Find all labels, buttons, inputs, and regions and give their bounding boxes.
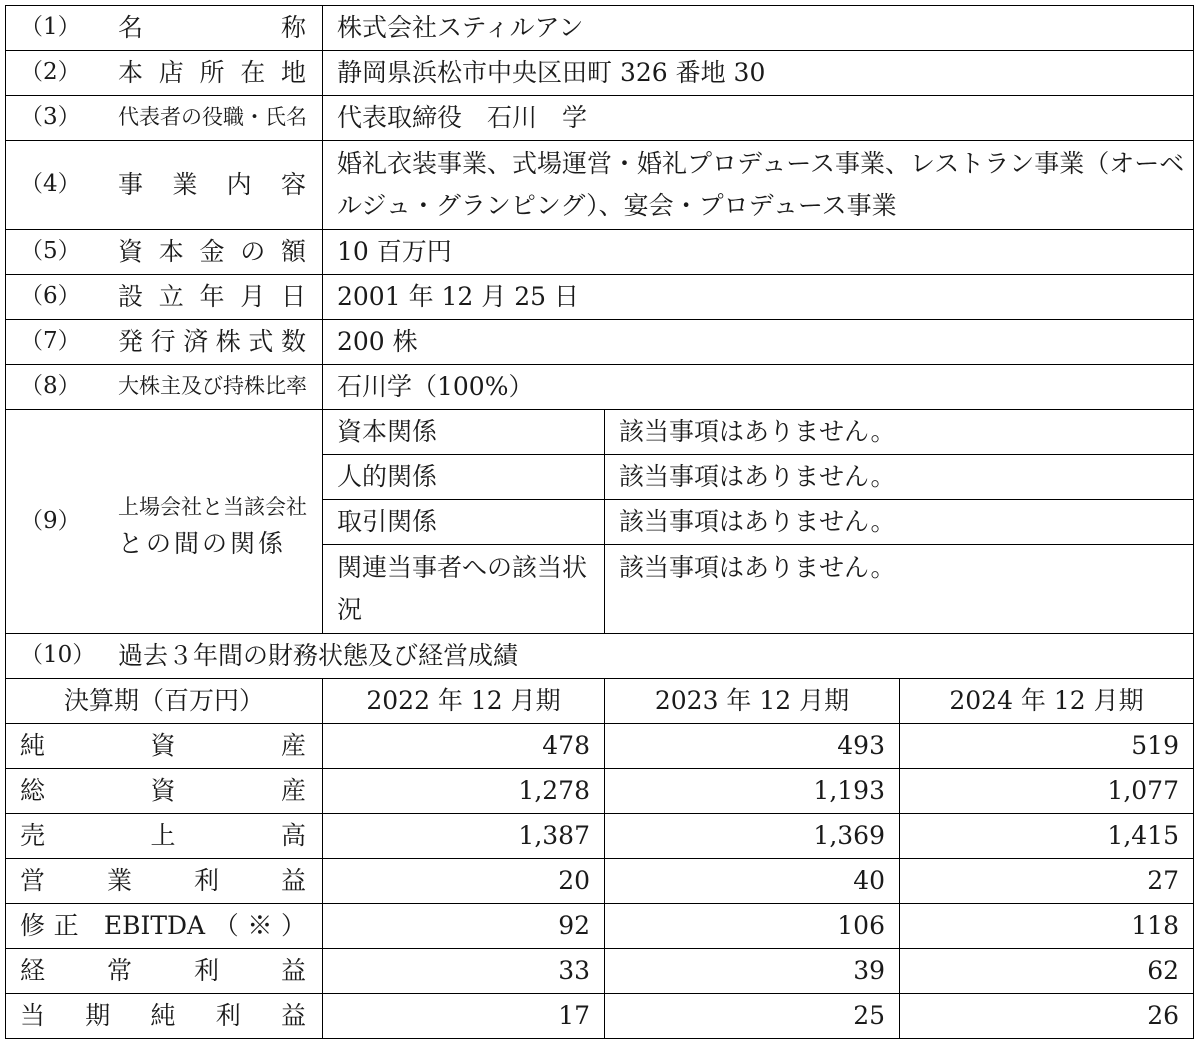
row-address <box>6 51 1194 96</box>
label-cell: （3） 代表者の役職・氏名 <box>6 96 323 141</box>
metric-value: 1,415 <box>900 814 1194 859</box>
field-value: 200 株 <box>323 320 1194 365</box>
field-value: 10 百万円 <box>323 230 1194 275</box>
field-label: 代表者の役職・氏名 <box>118 105 307 130</box>
metric-label: 総資産 <box>20 776 306 805</box>
field-value: 代表取締役 石川 学 <box>323 96 1194 141</box>
financials-row <box>6 814 1194 859</box>
metric-value: 478 <box>323 724 605 769</box>
metric-label: 営業利益 <box>20 866 306 895</box>
metric-value: 27 <box>900 859 1194 904</box>
field-label: 発行済株式数 <box>118 327 306 356</box>
metric-value: 493 <box>605 724 900 769</box>
relation-value: 該当事項はありません。 <box>605 545 1194 634</box>
financials-row <box>6 724 1194 769</box>
row-shareholders <box>6 365 1194 410</box>
metric-label: 純資産 <box>20 731 306 760</box>
financials-title-cell: （10） 過去３年間の財務状態及び経営成績 <box>6 634 1194 679</box>
label-cell: （4） 事業内容 <box>6 141 323 230</box>
relation-type: 人的関係 <box>323 455 605 500</box>
label-cell: （7） 発行済株式数 <box>6 320 323 365</box>
relation-label-line2: との間の関係 <box>118 528 287 558</box>
field-value: 株式会社スティルアン <box>323 6 1194 51</box>
metric-value: 25 <box>605 994 900 1039</box>
metric-value: 17 <box>323 994 605 1039</box>
relation-row <box>6 410 1194 455</box>
metric-value: 1,077 <box>900 769 1194 814</box>
row-business <box>6 141 1194 230</box>
period-header: 2024 年 12 月期 <box>900 679 1194 724</box>
relation-value: 該当事項はありません。 <box>605 455 1194 500</box>
metric-value: 62 <box>900 949 1194 994</box>
financials-row <box>6 859 1194 904</box>
financials-row <box>6 904 1194 949</box>
metric-label: 当期純利益 <box>20 1001 306 1030</box>
field-label: 大株主及び持株比率 <box>118 374 307 399</box>
label-cell: （2） 本店所在地 <box>6 51 323 96</box>
metric-label: 売上高 <box>20 821 306 850</box>
metric-value: 519 <box>900 724 1194 769</box>
field-value: 2001 年 12 月 25 日 <box>323 275 1194 320</box>
financials-row <box>6 994 1194 1039</box>
financials-header-row <box>6 679 1194 724</box>
row-representative <box>6 96 1194 141</box>
row-capital <box>6 230 1194 275</box>
company-overview-table <box>5 5 1194 1039</box>
metric-value: 33 <box>323 949 605 994</box>
label-cell: （1） 名称 <box>6 6 323 51</box>
metric-label: 経常利益 <box>20 956 306 985</box>
relation-value: 該当事項はありません。 <box>605 410 1194 455</box>
field-label: 資本金の額 <box>118 237 306 266</box>
period-header: 2022 年 12 月期 <box>323 679 605 724</box>
metric-value: 1,387 <box>323 814 605 859</box>
metric-value: 1,193 <box>605 769 900 814</box>
field-value: 石川学（100%） <box>323 365 1194 410</box>
relation-type: 関連当事者への該当状況 <box>323 545 605 634</box>
row-shares <box>6 320 1194 365</box>
metric-value: 92 <box>323 904 605 949</box>
field-label: 事業内容 <box>118 170 306 199</box>
relation-label-line1: 上場会社と当該会社 <box>118 494 307 519</box>
field-value: 婚礼衣装事業、式場運営・婚礼プロデュース事業、レストラン事業（オーベルジュ・グランピング）、宴会・プロデュース事業 <box>323 141 1194 230</box>
row-name <box>6 6 1194 51</box>
metric-value: 20 <box>323 859 605 904</box>
financials-title: 過去３年間の財務状態及び経営成績 <box>118 641 519 670</box>
metric-value: 1,369 <box>605 814 900 859</box>
period-header-label: 決算期（百万円） <box>6 679 323 724</box>
field-label: 名称 <box>118 13 306 42</box>
field-label: 本店所在地 <box>118 58 306 87</box>
metric-label: 修正 EBITDA（※） <box>20 911 306 940</box>
financials-row <box>6 769 1194 814</box>
period-header: 2023 年 12 月期 <box>605 679 900 724</box>
relation-type: 資本関係 <box>323 410 605 455</box>
metric-value: 26 <box>900 994 1194 1039</box>
metric-value: 1,278 <box>323 769 605 814</box>
label-cell: （8） 大株主及び持株比率 <box>6 365 323 410</box>
relation-value: 該当事項はありません。 <box>605 500 1194 545</box>
metric-value: 118 <box>900 904 1194 949</box>
relation-label-cell: （9） 上場会社と当該会社 との間の関係 <box>6 410 323 634</box>
row-established <box>6 275 1194 320</box>
financials-row <box>6 949 1194 994</box>
field-value: 静岡県浜松市中央区田町 326 番地 30 <box>323 51 1194 96</box>
label-cell: （6） 設立年月日 <box>6 275 323 320</box>
field-label: 設立年月日 <box>118 282 306 311</box>
metric-value: 39 <box>605 949 900 994</box>
relation-type: 取引関係 <box>323 500 605 545</box>
metric-value: 106 <box>605 904 900 949</box>
financials-title-row <box>6 634 1194 679</box>
metric-value: 40 <box>605 859 900 904</box>
label-cell: （5） 資本金の額 <box>6 230 323 275</box>
